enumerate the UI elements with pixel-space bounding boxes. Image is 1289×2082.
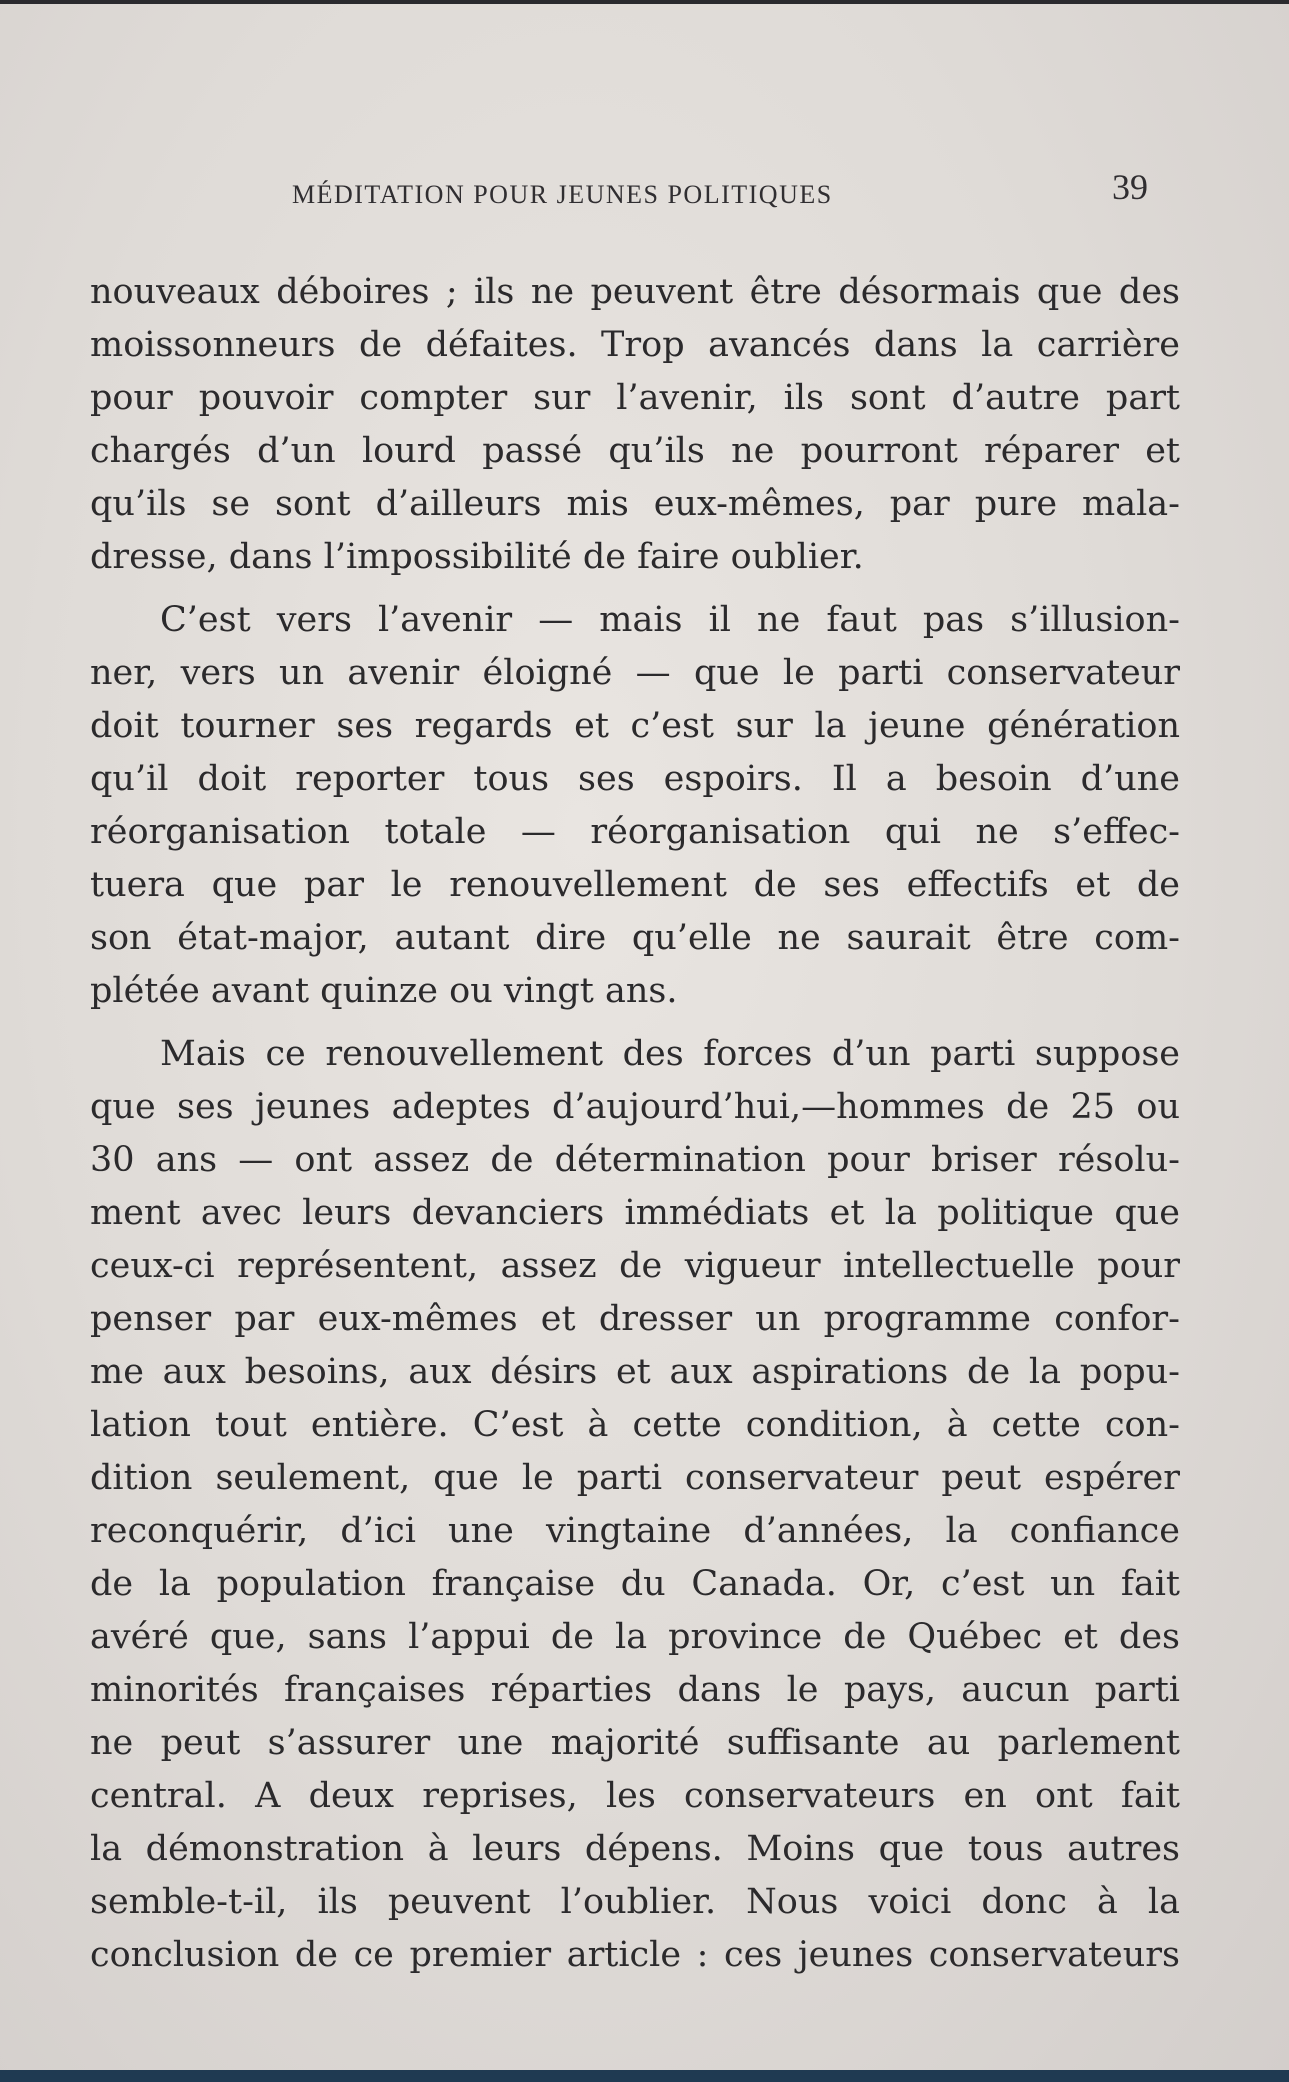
text-line: semble-t-il, ils peuvent l’oublier. Nous voici donc à la xyxy=(90,1882,1180,1922)
page-number: 39 xyxy=(1112,167,1148,207)
text-line: tuera que par le renouvellement de ses effectifs et de xyxy=(90,865,1180,905)
text-line: ner, vers un avenir éloigné — que le parti conservateur xyxy=(90,653,1180,693)
page-bottom-edge xyxy=(0,2070,1289,2082)
text-line: 30 ans — ont assez de détermination pour briser résolu- xyxy=(90,1140,1180,1180)
text-line: Mais ce renouvellement des forces d’un parti suppose xyxy=(160,1034,1180,1074)
text-line: ne peut s’assurer une majorité suffisante au parlement xyxy=(90,1723,1180,1763)
text-line: la démonstration à leurs dépens. Moins que tous autres xyxy=(90,1829,1180,1869)
text-line: qu’il doit reporter tous ses espoirs. Il a besoin d’une xyxy=(90,759,1180,799)
text-line: dition seulement, que le parti conservateur peut espérer xyxy=(90,1458,1180,1498)
paragraph-1 xyxy=(90,266,1180,584)
text-line: doit tourner ses regards et c’est sur la jeune génération xyxy=(90,706,1180,746)
text-line: C’est vers l’avenir — mais il ne faut pas s’illusion- xyxy=(160,600,1180,640)
text-line: réorganisation totale — réorganisation qui ne s’effec- xyxy=(90,812,1180,852)
running-title: MÉDITATION POUR JEUNES POLITIQUES xyxy=(292,180,833,209)
text-line: son état-major, autant dire qu’elle ne saurait être com- xyxy=(90,918,1180,958)
text-line: que ses jeunes adeptes d’aujourd’hui,—hommes de 25 ou xyxy=(90,1087,1180,1127)
text-line: me aux besoins, aux désirs et aux aspirations de la popu- xyxy=(90,1352,1180,1392)
text-line: avéré que, sans l’appui de la province de Québec et des xyxy=(90,1617,1180,1657)
text-line: conclusion de ce premier article : ces jeunes conservateurs xyxy=(90,1935,1180,1975)
book-page xyxy=(0,4,1289,2070)
text-line: ment avec leurs devanciers immédiats et la politique que xyxy=(90,1193,1180,1233)
text-line: qu’ils se sont d’ailleurs mis eux-mêmes, par pure mala- xyxy=(90,484,1180,524)
text-line: dresse, dans l’impossibilité de faire oublier. xyxy=(90,537,864,577)
text-line: nouveaux déboires ; ils ne peuvent être désormais que des xyxy=(90,272,1180,312)
text-line: lation tout entière. C’est à cette condition, à cette con- xyxy=(90,1405,1180,1445)
text-line: reconquérir, d’ici une vingtaine d’années, la confiance xyxy=(90,1511,1180,1551)
text-line: plétée avant quinze ou vingt ans. xyxy=(90,971,678,1011)
paragraph-3 xyxy=(90,1028,1180,1982)
text-line: ceux-ci représentent, assez de vigueur intellectuelle pour xyxy=(90,1246,1180,1286)
text-line: moissonneurs de défaites. Trop avancés dans la carrière xyxy=(90,325,1180,365)
text-line: central. A deux reprises, les conservateurs en ont fait xyxy=(90,1776,1180,1816)
text-line: penser par eux-mêmes et dresser un programme confor- xyxy=(90,1299,1180,1339)
text-line: minorités françaises réparties dans le pays, aucun parti xyxy=(90,1670,1180,1710)
text-line: pour pouvoir compter sur l’avenir, ils sont d’autre part xyxy=(90,378,1180,418)
body-text xyxy=(90,266,1180,1982)
text-line: de la population française du Canada. Or, c’est un fait xyxy=(90,1564,1180,1604)
paragraph-2 xyxy=(90,594,1180,1018)
text-line: chargés d’un lourd passé qu’ils ne pourront réparer et xyxy=(90,431,1180,471)
